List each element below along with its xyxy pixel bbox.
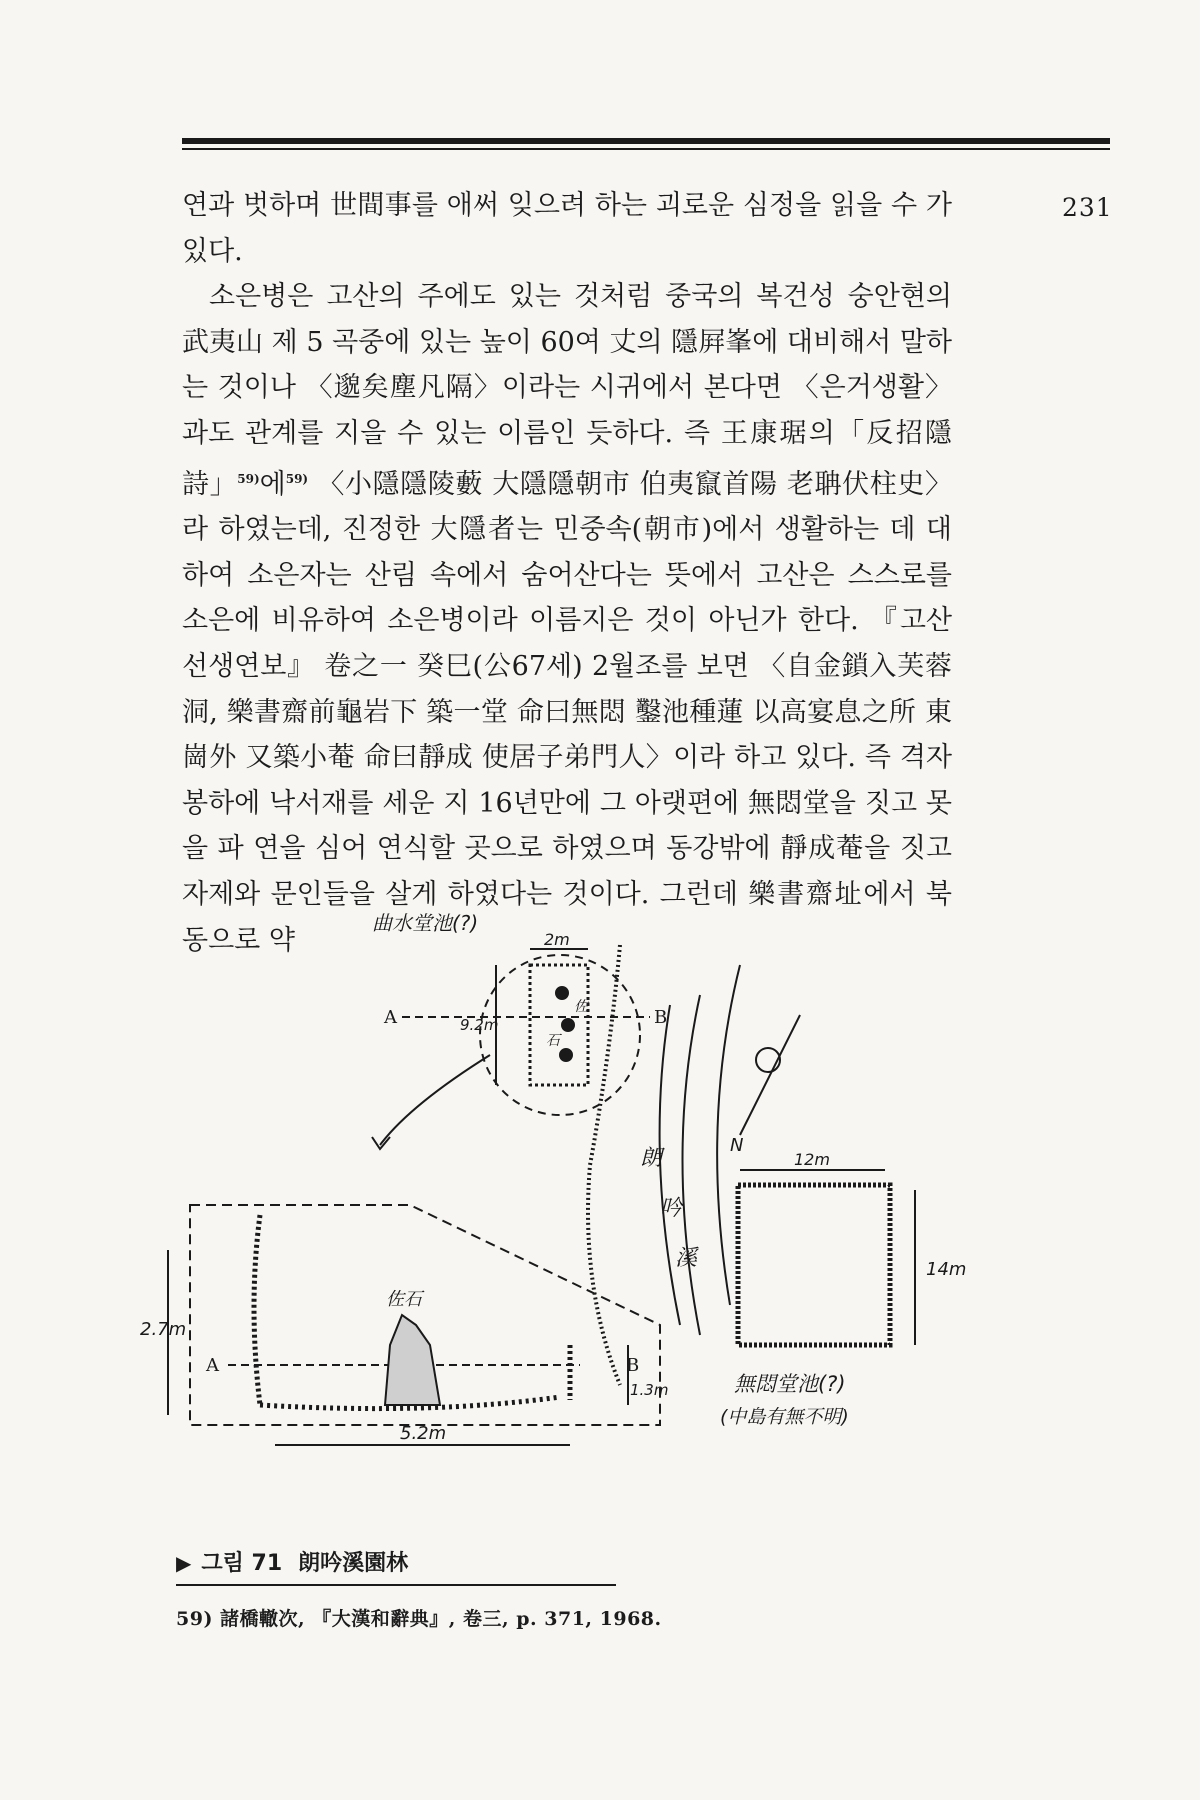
garden-sketch (140, 905, 1120, 1545)
stone-section-label: 佐石 (386, 1289, 422, 1310)
stone-sketch (385, 1315, 440, 1405)
paragraph-1: 연과 벗하며 世間事를 애써 잊으려 하는 괴로운 심정을 읽을 수 가 있다. (182, 190, 952, 267)
paragraph-2 (182, 274, 952, 963)
footnote: 59) 諸橋轍次, 『大漢和辭典』, 卷三, p. 371, 1968. (176, 1608, 662, 1630)
footnote-rule (176, 1584, 616, 1586)
stream-line-2 (683, 995, 701, 1335)
stream-label-1: 朗 (640, 1146, 663, 1171)
left-bank-stones (254, 1215, 260, 1405)
depth-right-label: 1.3m (630, 1381, 669, 1399)
stream-bank-left (588, 945, 620, 1385)
stone-3 (560, 1049, 572, 1061)
stone-1 (556, 987, 568, 999)
paragraph-2-part-1: 소은병은 고산의 주에도 있는 것처럼 중국의 복건성 숭안현의 武夷山 제 5 곡중에 있는 높이 60여 丈의 隱屛峯에 대비해서 말하는 것이나 〈邈矣塵凡隔〉이라는 시귀에서 본다면 〈은거생활〉과도 관계를 지을 수 있는 이름인 듯하다. 즉 王康琚의「反招隱詩」 (182, 281, 952, 500)
pond-length-label: 14m (926, 1259, 967, 1280)
stream-label-2: 吟 (660, 1196, 683, 1221)
point-a-section: A (206, 1355, 219, 1376)
paragraph-2-part-2: 에 (259, 468, 286, 500)
stone-2 (562, 1019, 574, 1031)
curved-pond-title: 曲水堂池(?) (372, 911, 479, 935)
garden-sketch-figure (140, 905, 1120, 1545)
caption-marker: ▶ (176, 1551, 192, 1575)
stream-line-1 (660, 1005, 680, 1325)
north-arrow-line (740, 1015, 800, 1135)
header-rule (182, 138, 1110, 150)
point-b-section: B (626, 1355, 640, 1376)
north-label: N (730, 1135, 744, 1156)
small-pond-plan (530, 965, 588, 1085)
point-b-top: B (654, 1007, 668, 1028)
pond-note-label: (中島有無不明) (720, 1406, 849, 1428)
body-text (182, 183, 952, 963)
caption-number: 그림 71 (201, 1551, 283, 1576)
small-length-label: 9.2m (460, 1016, 499, 1034)
pond-width-label: 12m (794, 1150, 830, 1169)
section-width-label: 5.2m (400, 1423, 447, 1444)
detail-circle (480, 955, 640, 1115)
curved-arrow (380, 1055, 490, 1145)
stream-label-3: 溪 (675, 1246, 698, 1271)
pond-title-label: 無悶堂池(?) (734, 1372, 846, 1396)
paragraph-2-part-3: 〈小隱隱陵藪 大隱隱朝市 伯夷竄首陽 老聃伏柱史〉라 하였는데, 진정한 大隱者는 민중속(朝市)에서 생활하는 데 대하여 소은자는 산림 속에서 숨어산다는 뜻에서 고산은 스스로를 소은에 비유하여 소은병이라 이름지은 것이 아닌가 한다. 『고산선생연보』 卷之一 癸巳(公67세) 2월조를 보면 〈自金鎖入芙蓉洞, 樂書齋前龜岩下 築一堂 命曰無悶 鑿池種蓮 以高宴息之所 東崗外 又築小菴 命曰靜成 使居子弟門人〉이라 하고 있다. 즉 격자봉하에 낙서재를 세운 지 16년만에 그 아랫편에 無悶堂을 짓고 못을 파 연을 심어 연식할 곳으로 하였으며 동강밖에 靜成菴을 짓고 자제와 문인들을 살게 하였다는 것이다. 그런데 樂書齋址에서 북동으로 약 (182, 468, 952, 956)
depth-left-label: 2.7m (140, 1319, 187, 1340)
small-width-label: 2m (544, 930, 570, 949)
figure-caption (176, 1546, 408, 1577)
footnote-ref-2: 59) (285, 471, 309, 486)
stone-label-a: 佐 (574, 999, 588, 1015)
page-number: 231 (1062, 193, 1113, 222)
stone-label-b: 石 (546, 1033, 560, 1049)
caption-text: 朗吟溪園林 (298, 1551, 409, 1576)
footnote-ref: 59) (237, 471, 260, 486)
point-a-top: A (384, 1007, 397, 1028)
mumindang-pond-plan (738, 1185, 890, 1345)
